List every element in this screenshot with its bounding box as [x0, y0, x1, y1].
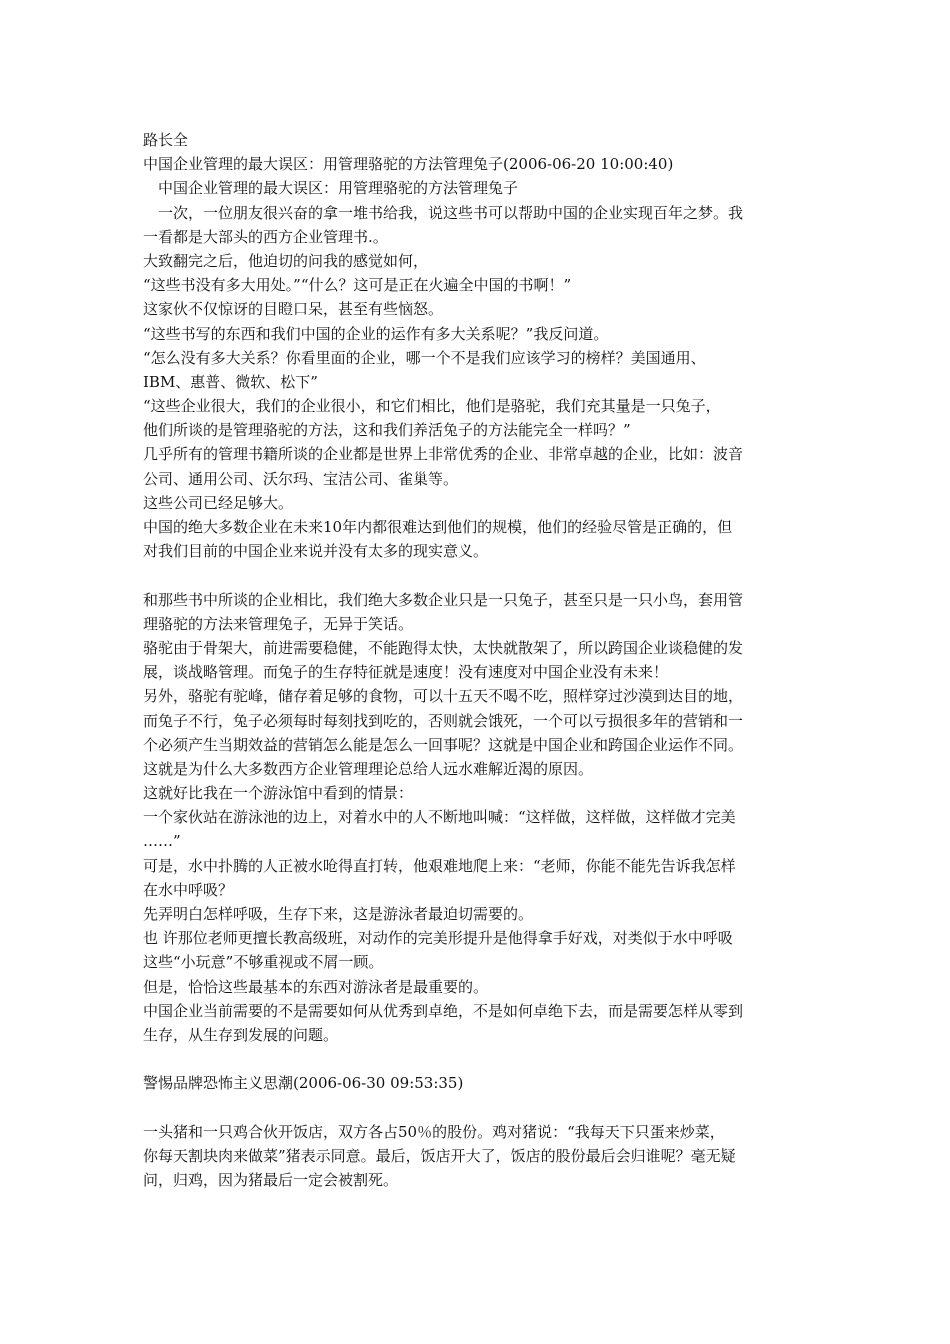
paragraph-gap — [143, 563, 823, 587]
author-name: 路长全 — [143, 131, 189, 149]
body-line: 公司、通用公司、沃尔玛、宝洁公司、雀巢等。 — [143, 469, 459, 488]
body-line: 在水中呼吸？ — [143, 880, 234, 899]
body-line: 理骆驼的方法来管理兔子，无异于笑话。 — [143, 614, 414, 633]
body-line: 生存，从生存到发展的问题。 — [143, 1025, 339, 1044]
paragraph-gap — [143, 1096, 823, 1120]
article-1-subtitle: 中国企业管理的最大误区：用管理骆驼的方法管理兔子 — [143, 179, 519, 198]
body-line: 展，谈战略管理。而兔子的生存特征就是速度！没有速度对中国企业没有未来！ — [143, 663, 669, 682]
body-line: 问，归鸡，因为猪最后一定会被割死。 — [143, 1171, 399, 1190]
body-line: “这些书没有多大用处。”“什么？这可是正在火遍全中国的书啊！” — [143, 276, 572, 295]
body-line: 你每天割块肉来做菜”猪表示同意。最后，饭店开大了，饭店的股份最后会归谁呢？毫无疑 — [143, 1146, 736, 1165]
body-line: 而兔子不行，兔子必须每时每刻找到吃的，否则就会饿死，一个可以亏损很多年的营销和一 — [143, 711, 744, 730]
body-line: 骆驼由于骨架大，前进需要稳健，不能跑得太快，太快就散架了，所以跨国企业谈稳健的发 — [143, 638, 744, 657]
body-line: 一个家伙站在游泳池的边上，对着水中的人不断地叫喊：“这样做，这样做，这样做才完美 — [143, 808, 736, 827]
body-line: 中国的绝大多数企业在未来10年内都很难达到他们的规模，他们的经验尽管是正确的，但 — [143, 518, 733, 536]
body-line: 先弄明白怎样呼吸，生存下来，这是游泳者最迫切需要的。 — [143, 905, 534, 923]
body-line: IBM、惠普、微软、松下” — [143, 372, 318, 391]
body-line: 中国企业当前需要的不是需要如何从优秀到卓绝，不是如何卓绝下去，而是需要怎样从零到 — [143, 1001, 744, 1020]
body-line: 另外，骆驼有驼峰，储存着足够的食物，可以十五天不喝不吃，照样穿过沙漠到达目的地， — [143, 687, 744, 706]
body-line: “这些企业很大，我们的企业很小，和它们相比，他们是骆驼，我们充其量是一只兔子， — [143, 397, 721, 416]
body-line: “怎么没有多大关系？你看里面的企业，哪一个不是我们应该学习的榜样？美国通用、 — [143, 348, 706, 367]
body-line: 一头猪和一只鸡合伙开饭店，双方各占50％的股份。鸡对猪说：“我每天下只蛋来炒菜， — [143, 1122, 725, 1141]
body-line: 对我们目前的中国企业来说并没有太多的现实意义。 — [143, 542, 489, 561]
body-line: ……” — [143, 832, 181, 851]
article-1-header: 中国企业管理的最大误区：用管理骆驼的方法管理兔子(2006-06-20 10:00:40) — [143, 155, 674, 174]
body-line: 但是，恰恰这些最基本的东西对游泳者是最重要的。 — [143, 977, 489, 996]
body-line: 和那些书中所谈的企业相比，我们绝大多数企业只是一只兔子，甚至只是一只小鸟，套用管 — [143, 590, 744, 609]
body-line: 这家伙不仅惊讶的目瞪口呆，甚至有些恼怒。 — [143, 300, 444, 319]
article-2-header: 警惕品牌恐怖主义思潮(2006-06-30 09:53:35) — [143, 1074, 464, 1093]
body-line: 他们所谈的是管理骆驼的方法，这和我们养活兔子的方法能完全一样吗？” — [143, 421, 631, 440]
body-line: 个必须产生当期效益的营销怎么能是怎么一回事呢？这就是中国企业和跨国企业运作不同。 — [143, 735, 744, 754]
body-line: 一次，一位朋友很兴奋的拿一堆书给我，说这些书可以帮助中国的企业实现百年之梦。我 — [143, 203, 744, 222]
body-line: 一看都是大部头的西方企业管理书.。 — [143, 227, 388, 246]
body-line: “这些书写的东西和我们中国的企业的运作有多大关系呢？”我反问道。 — [143, 324, 609, 343]
body-line: 几乎所有的管理书籍所谈的企业都是世界上非常优秀的企业、非常卓越的企业，比如：波音 — [143, 445, 744, 464]
body-line: 大致翻完之后，他迫切的问我的感觉如何， — [143, 251, 429, 270]
body-line: 也 许那位老师更擅长教高级班，对动作的完美形提升是他得拿手好戏，对类似于水中呼吸 — [143, 929, 733, 948]
document-page — [143, 128, 823, 1192]
body-line: 这些“小玩意”不够重视或不屑一顾。 — [143, 953, 384, 972]
body-line: 这就是为什么大多数西方企业管理理论总给人远水难解近渴的原因。 — [143, 759, 594, 778]
body-line: 可是，水中扑腾的人正被水呛得直打转，他艰难地爬上来：“老师，你能不能先告诉我怎样 — [143, 856, 736, 875]
body-line: 这些公司已经足够大。 — [143, 493, 294, 512]
paragraph-gap — [143, 1047, 823, 1071]
body-line: 这就好比我在一个游泳馆中看到的情景： — [143, 784, 414, 803]
